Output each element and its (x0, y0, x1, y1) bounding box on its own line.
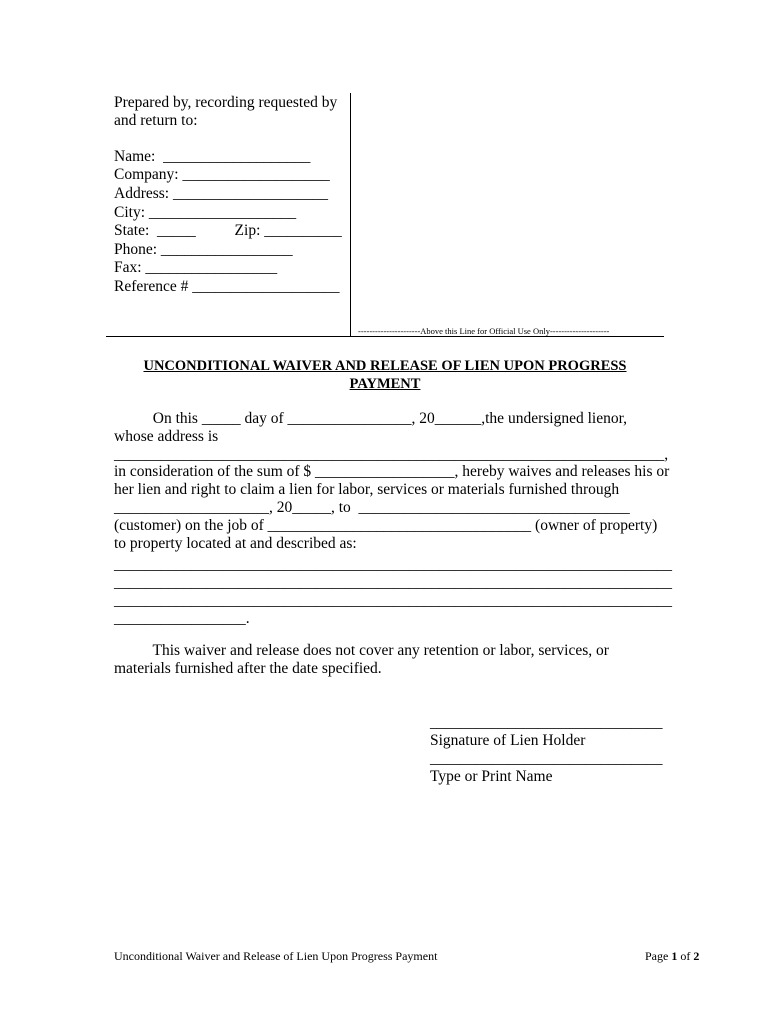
page-prefix: Page (645, 949, 672, 963)
signature-label: Signature of Lien Holder (430, 732, 586, 749)
address-field: Address: ____________________ (114, 185, 328, 202)
reference-field: Reference # ___________________ (114, 278, 340, 295)
name-field: Name: ___________________ (114, 148, 311, 165)
prepared-by-line1: Prepared by, recording requested by (114, 94, 338, 111)
company-field: Company: ___________________ (114, 166, 330, 183)
blank-line-2: ________________________________________________________________________ (114, 574, 672, 591)
body-line-1: On this _____ day of ________________, 20______,the undersigned lienor, (114, 410, 627, 427)
prepared-by-line2: and return to: (114, 112, 198, 129)
body-line-5: her lien and right to claim a lien for labor, services or materials furnished through (114, 481, 620, 498)
phone-field: Phone: _________________ (114, 241, 293, 258)
title-line2: PAYMENT (349, 376, 421, 392)
footer-document-title: Unconditional Waiver and Release of Lien Upon Progress Payment (114, 949, 438, 963)
blank-line-1: ________________________________________________________________________ (114, 556, 672, 573)
blank-line-3: ________________________________________________________________________ (114, 592, 672, 609)
signature-line: ______________________________ (430, 714, 663, 731)
city-field: City: ___________________ (114, 204, 297, 221)
retention-line-1: This waiver and release does not cover any retention or labor, services, or (114, 642, 609, 659)
print-name-label: Type or Print Name (430, 768, 553, 785)
body-line-8: to property located at and described as: (114, 535, 357, 552)
header-divider-horizontal (106, 336, 664, 337)
fax-field: Fax: _________________ (114, 259, 278, 276)
body-line-3: _______________________________________________________________________, (114, 446, 669, 463)
state-zip-field: State: _____ Zip: __________ (114, 222, 342, 239)
title-line1: UNCONDITIONAL WAIVER AND RELEASE OF LIEN UPON PROGRESS (143, 358, 627, 374)
page-number (645, 949, 699, 964)
official-use-note: ----------------------Above this Line for Official Use Only--------------------- (358, 326, 610, 336)
page-current: 1 (671, 949, 678, 963)
blank-line-4: _________________. (114, 610, 250, 627)
page-of: of (677, 949, 694, 963)
body-line-4: in consideration of the sum of $ __________________, hereby waives and releases his or (114, 463, 670, 480)
body-line-2: whose address is (114, 428, 219, 445)
body-line-7: (customer) on the job of __________________________________ (owner of property) (114, 517, 658, 534)
document-title (106, 357, 664, 393)
print-name-line: ______________________________ (430, 750, 663, 767)
header-divider-vertical (350, 93, 351, 336)
body-line-6: ____________________, 20_____, to ___________________________________ (114, 499, 630, 516)
retention-line-2: materials furnished after the date specified. (114, 660, 382, 677)
page-total: 2 (693, 949, 700, 963)
